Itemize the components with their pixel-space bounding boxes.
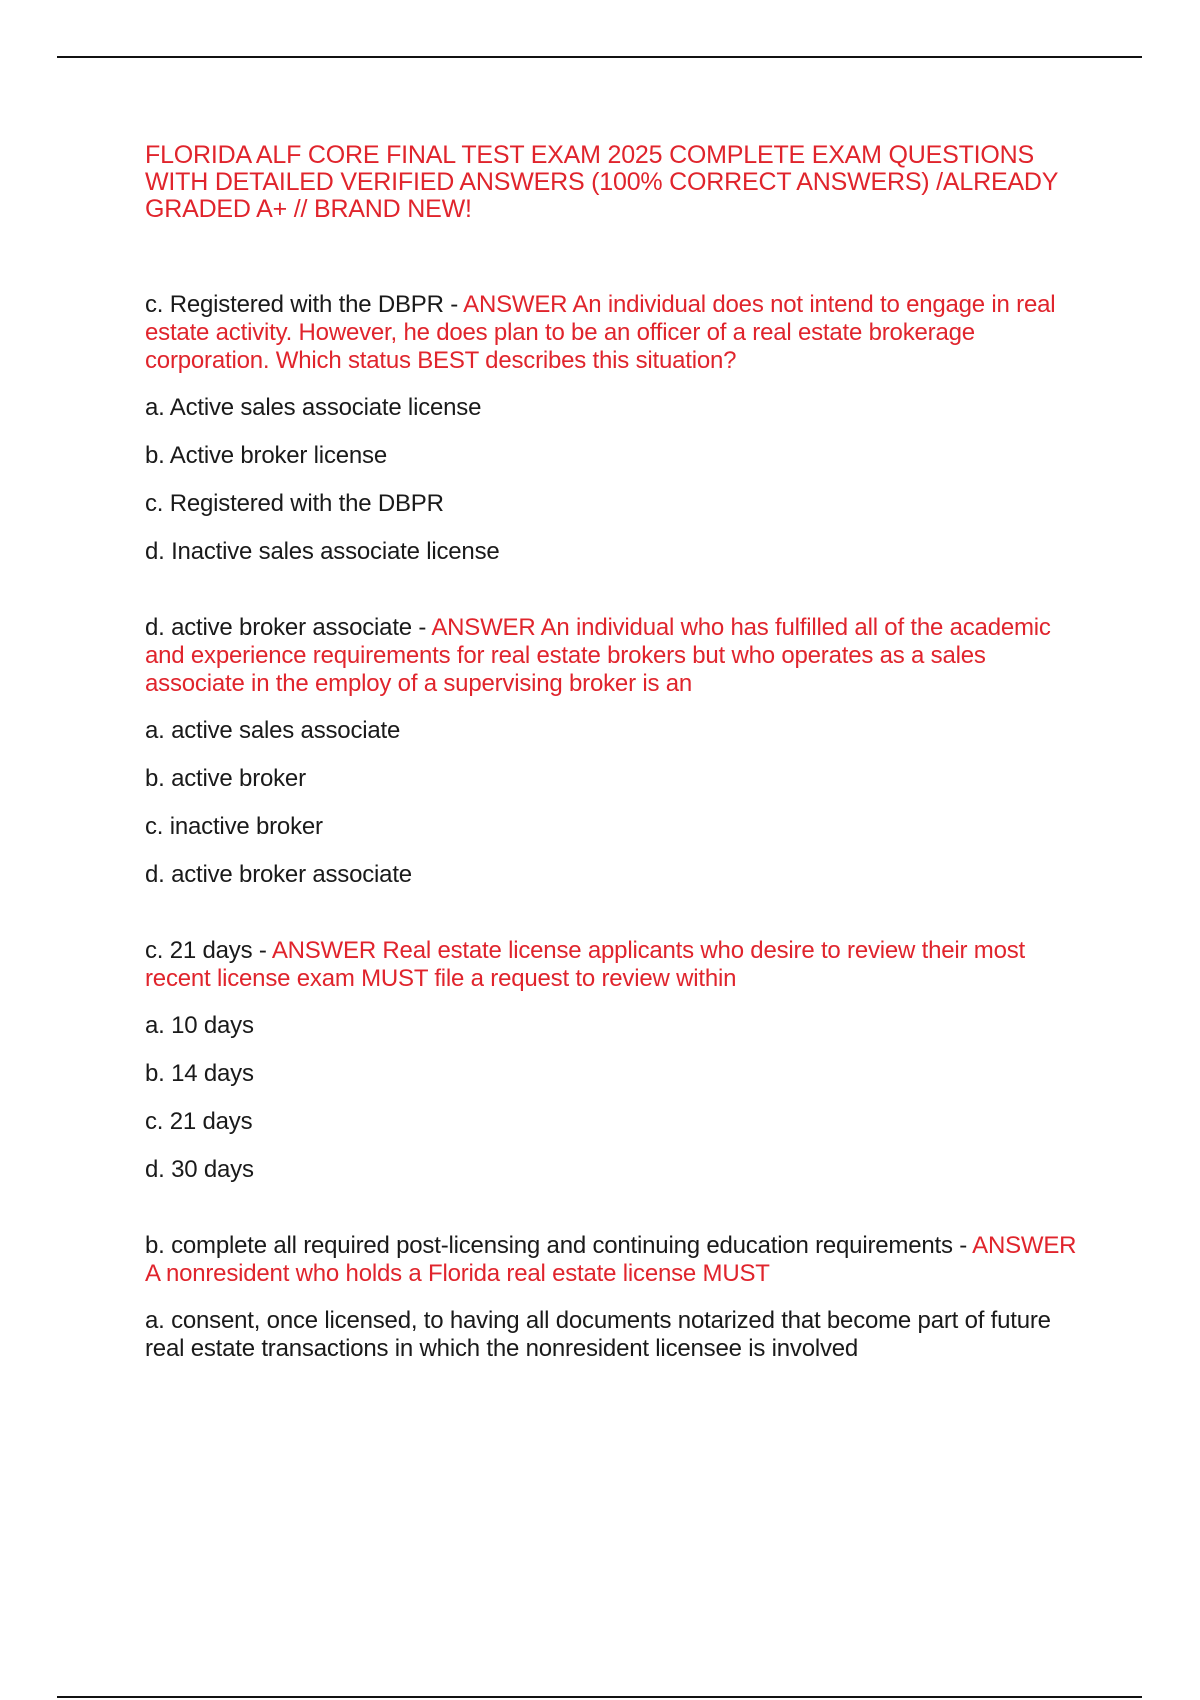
option-item: c. inactive broker <box>145 813 323 840</box>
option-item: a. active sales associate <box>145 717 401 744</box>
option-item: d. 30 days <box>145 1156 254 1183</box>
answer-key: c. Registered with the DBPR - <box>145 291 464 318</box>
option-item: b. active broker <box>145 765 306 792</box>
answer-text: ANSWER Real estate license applicants who desire to review their most recent license exam MUST file a request to review within <box>145 937 1026 992</box>
question-header <box>145 1232 1080 1288</box>
option-item: d. Inactive sales associate license <box>145 538 500 565</box>
answer-key: c. 21 days - <box>145 937 272 964</box>
question-block <box>145 937 1080 1184</box>
option-item: d. active broker associate <box>145 861 412 888</box>
question-block <box>145 1232 1080 1363</box>
page-content <box>145 142 1080 1383</box>
option-item: c. Registered with the DBPR <box>145 490 444 517</box>
document-title: FLORIDA ALF CORE FINAL TEST EXAM 2025 COMPLETE EXAM QUESTIONS WITH DETAILED VERIFIED ANSWERS (100% CORRECT ANSWERS) /ALREADY GRADED A+ // BRAND NEW! <box>145 141 1058 223</box>
answer-key: d. active broker associate - <box>145 614 432 641</box>
option-item: c. 21 days <box>145 1108 253 1135</box>
question-header <box>145 291 1080 375</box>
options-list <box>145 717 1080 889</box>
question-block <box>145 291 1080 566</box>
option-item: a. Active sales associate license <box>145 394 482 421</box>
answer-text: ANSWER An individual who has fulfilled all of the academic and experience requirements for real estate brokers but who operates as a sales associate in the employ of a supervising broker is an <box>145 614 1051 697</box>
options-list <box>145 394 1080 566</box>
question-header <box>145 937 1080 993</box>
answer-key: b. complete all required post-licensing and continuing education requirements - <box>145 1232 973 1259</box>
options-list <box>145 1307 1080 1363</box>
option-item: a. consent, once licensed, to having all documents notarized that become part of future real estate transactions in which the nonresident licensee is involved <box>145 1307 1051 1362</box>
answer-text: ANSWER An individual does not intend to engage in real estate activity. However, he does plan to be an officer of a real estate brokerage corporation. Which status BEST describes this situation? <box>145 291 1056 374</box>
question-block <box>145 614 1080 889</box>
options-list <box>145 1012 1080 1184</box>
option-item: b. Active broker license <box>145 442 387 469</box>
bottom-rule <box>57 1696 1142 1698</box>
top-rule <box>57 56 1142 58</box>
question-header <box>145 614 1080 698</box>
answer-text: ANSWER A nonresident who holds a Florida real estate license MUST <box>145 1232 1077 1287</box>
option-item: a. 10 days <box>145 1012 254 1039</box>
option-item: b. 14 days <box>145 1060 254 1087</box>
